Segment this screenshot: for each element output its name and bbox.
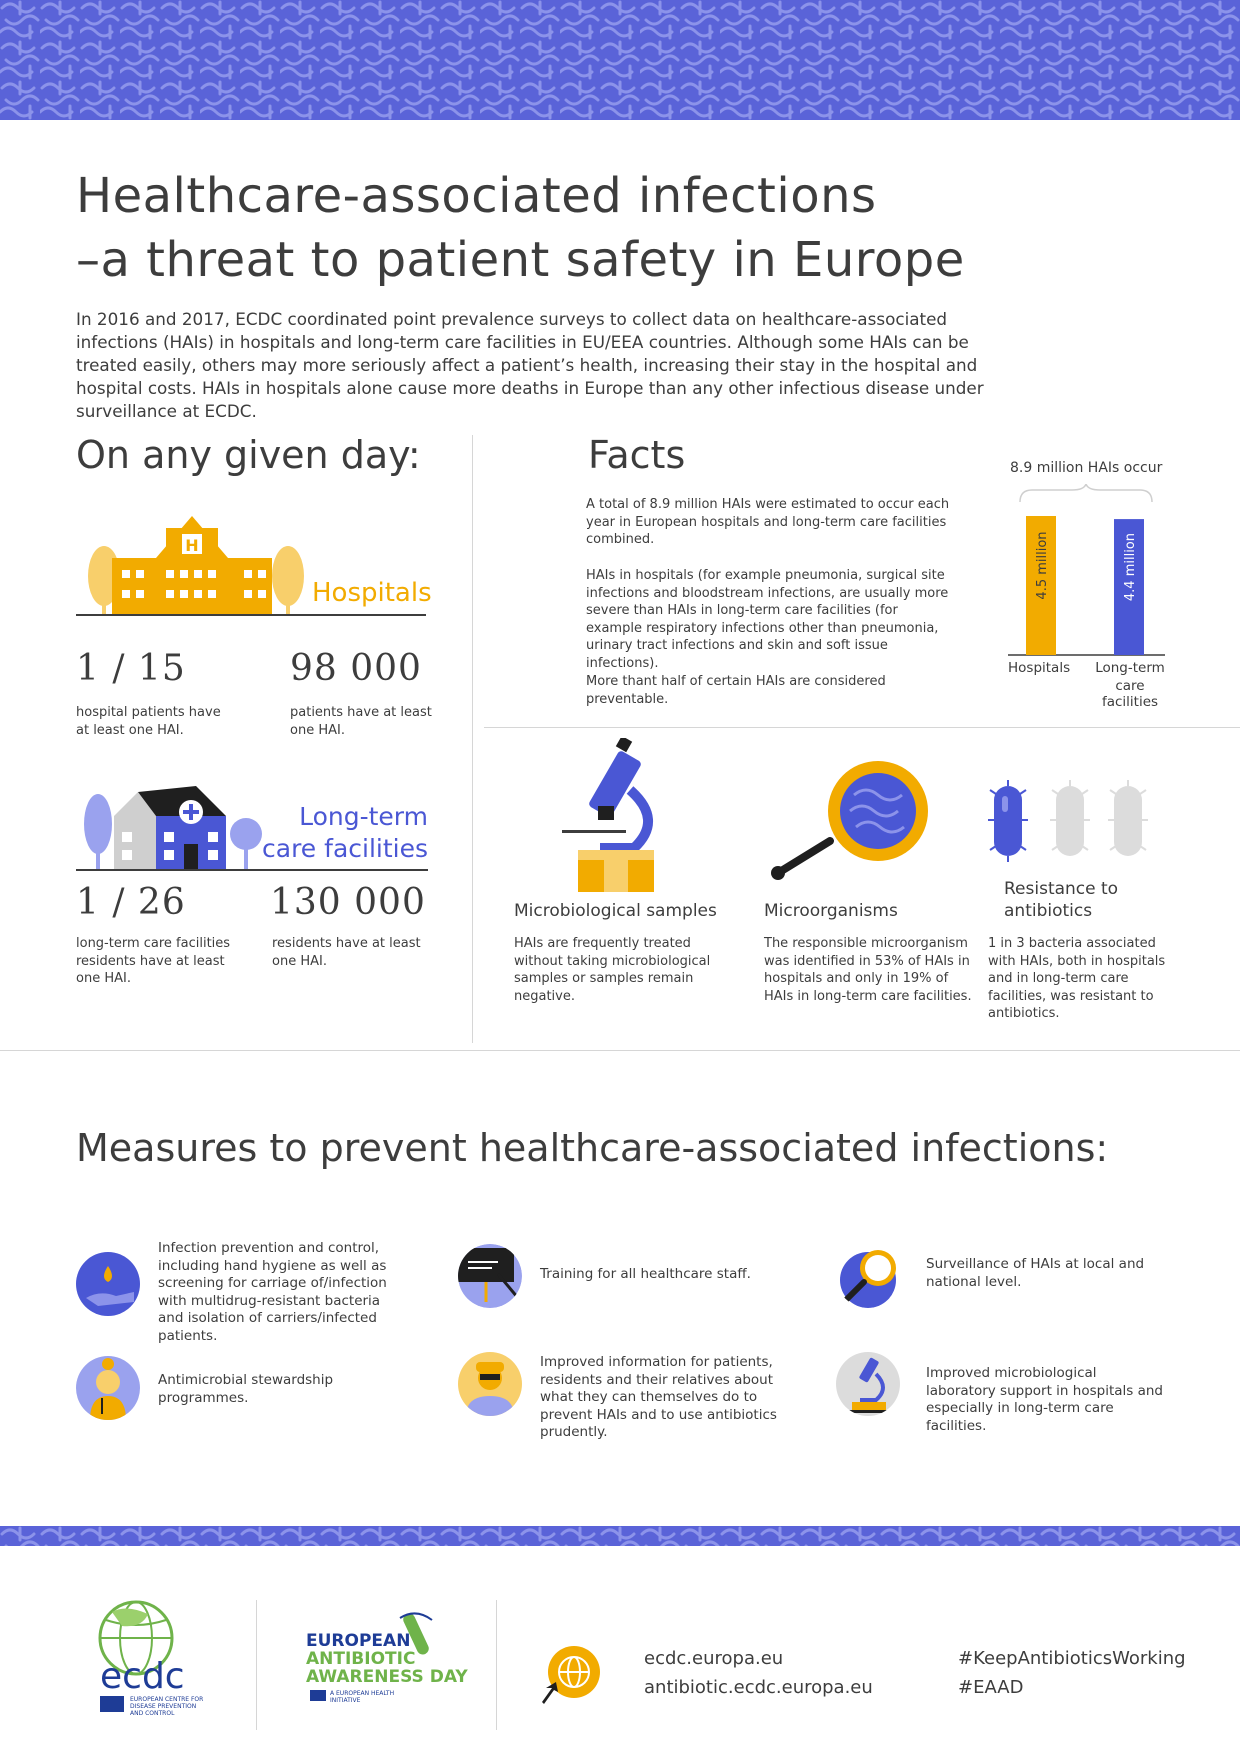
patient-information-icon <box>458 1352 522 1416</box>
eaad-logo-line2: ANTIBIOTIC <box>306 1649 416 1669</box>
globe-icon <box>540 1644 602 1704</box>
footer-divider-2 <box>496 1600 497 1730</box>
measure-stewardship-text: Antimicrobial stewardship programmes. <box>158 1372 334 1406</box>
top-pattern-band <box>0 0 1240 120</box>
measure-information-text: Improved information for patients, residents and their relatives about what they can themselves do to prevent HAIs and to use antibiotics prudently. <box>540 1354 777 1440</box>
chart-category-ltcf-line2: care facilities <box>1101 678 1159 710</box>
card-samples-title: Microbiological samples <box>514 901 717 921</box>
magnifier-icon <box>770 755 935 880</box>
measures-heading: Measures to prevent healthcare-associated infections: <box>76 1126 1109 1170</box>
ltcf-label-line1: Long-term <box>299 802 428 831</box>
card-resistance-text: 1 in 3 bacteria associated with HAIs, both in hospitals and in long-term care facilities, was resistant to antibiotics. <box>988 936 1166 1021</box>
measure-surveillance-text: Surveillance of HAIs at local and national level. <box>926 1256 1145 1290</box>
hospital-stat-count-text: patients have at least one HAI. <box>290 705 432 738</box>
any-day-heading: On any given day: <box>76 433 421 477</box>
eaad-capsule-icon <box>396 1608 440 1662</box>
stewardship-icon <box>76 1356 140 1420</box>
facts-paragraph-1: A total of 8.9 million HAIs were estimated to occur each year in European hospitals and long-term care facilities combined. <box>586 497 950 547</box>
footer-hashtag-keep[interactable]: #KeepAntibioticsWorking <box>958 1648 1186 1669</box>
svg-text:H: H <box>185 536 199 555</box>
intro-paragraph: In 2016 and 2017, ECDC coordinated point prevalence surveys to collect data on healthcare-associated infections (HAIs) in hospitals and long-term care facilities in EU/EEA countries. Although some HAIs can be treated easily, others may more seriously affect a patient’s health, increasing their stay in the hospital and hospital costs. HAIs in hospitals alone cause more deaths in Europe than any other infectious disease under surveillance at ECDC. <box>76 309 984 421</box>
ecdc-logo-text: ecdc <box>100 1656 185 1697</box>
ltcf-stat-count: 130 000 <box>270 882 426 923</box>
eaad-logo-line1: EUROPEAN <box>306 1631 411 1651</box>
hospital-stat-count: 98 000 <box>290 648 422 689</box>
eaad-logo-subtitle: A EUROPEAN HEALTH INITIATIVE <box>330 1690 395 1704</box>
hand-hygiene-icon <box>76 1252 140 1316</box>
ecdc-logo-subtitle: EUROPEAN CENTRE FOR DISEASE PREVENTION AND CONTROL <box>130 1696 204 1717</box>
card-resistance-title-line1: Resistance to <box>1004 879 1119 899</box>
measure-ipc-text: Infection prevention and control, including hand hygiene as well as screening for carriage of/infection with multidrug-resistant bacteria and isolation of carriers/infected patients. <box>158 1240 387 1344</box>
footer-url-antibiotic[interactable]: antibiotic.ecdc.europa.eu <box>644 1677 873 1698</box>
card-samples-text: HAIs are frequently treated without taking microbiological samples or samples remain negative. <box>514 936 711 1004</box>
bottom-pattern-band <box>0 1526 1240 1546</box>
page-title-line2: –a threat to patient safety in Europe <box>76 232 965 288</box>
care-facility-ground-line <box>76 869 428 871</box>
surveillance-icon <box>836 1244 900 1308</box>
bar-label-hospitals: 4.5 million <box>1035 531 1050 600</box>
bacteria-icon <box>988 780 1158 865</box>
laboratory-icon <box>836 1352 900 1416</box>
chart-title: 8.9 million HAIs occur <box>1010 460 1163 476</box>
microscope-icon <box>560 738 670 893</box>
footer-url-ecdc[interactable]: ecdc.europa.eu <box>644 1648 784 1669</box>
eaad-logo-line3: AWARENESS DAY <box>306 1667 468 1687</box>
hai-bar-chart <box>1000 484 1170 656</box>
eu-flag-icon <box>310 1690 326 1701</box>
hospitals-label: Hospitals <box>312 578 432 608</box>
hospital-stat-ratio: 1 / 15 <box>76 648 186 689</box>
footer-divider-1 <box>256 1600 257 1730</box>
footer-hashtag-eaad[interactable]: #EAAD <box>958 1677 1024 1698</box>
card-resistance-title-line2: antibiotics <box>1004 901 1093 921</box>
care-facility-illustration <box>76 782 276 872</box>
training-icon <box>458 1244 522 1308</box>
facts-heading: Facts <box>588 433 686 477</box>
facts-divider <box>484 727 1240 728</box>
bar-label-ltcf: 4.4 million <box>1123 532 1138 602</box>
measure-training-text: Training for all healthcare staff. <box>540 1266 751 1282</box>
chart-category-ltcf-line1: Long-term <box>1095 660 1165 676</box>
chart-brace <box>1020 484 1152 502</box>
card-microorganisms-text: The responsible microorganism was identified in 53% of HAIs in hospitals and only in 19% of HAIs in long-term care facilities. <box>764 936 972 1004</box>
ltcf-stat-ratio: 1 / 26 <box>76 882 186 923</box>
facts-paragraph-2: HAIs in hospitals (for example pneumonia, surgical site infections and bloodstream infections, are usually more severe than HAIs in long-term care facilities (for example respiratory infections other than pneumonia, urinary tract infections and skin and soft issue infections). <box>586 568 949 671</box>
section-divider-horizontal <box>0 1050 1240 1051</box>
ltcf-label-line2: care facilities <box>262 834 428 863</box>
measure-laboratory-text: Improved microbiological laboratory support in hospitals and especially in long-term care facilities. <box>926 1365 1163 1434</box>
ltcf-stat-count-text: residents have at least one HAI. <box>272 936 421 969</box>
facts-paragraph-3: More thant half of certain HAIs are considered preventable. <box>586 674 886 707</box>
card-microorganisms-title: Microorganisms <box>764 901 898 921</box>
section-divider-vertical <box>472 435 473 1043</box>
page-title-line1: Healthcare-associated infections <box>76 168 877 224</box>
ltcf-stat-ratio-text: long-term care facilities residents have at least one HAI. <box>76 936 231 986</box>
chart-category-hospitals: Hospitals <box>1008 660 1071 676</box>
hospital-stat-ratio-text: hospital patients have at least one HAI. <box>76 705 221 738</box>
